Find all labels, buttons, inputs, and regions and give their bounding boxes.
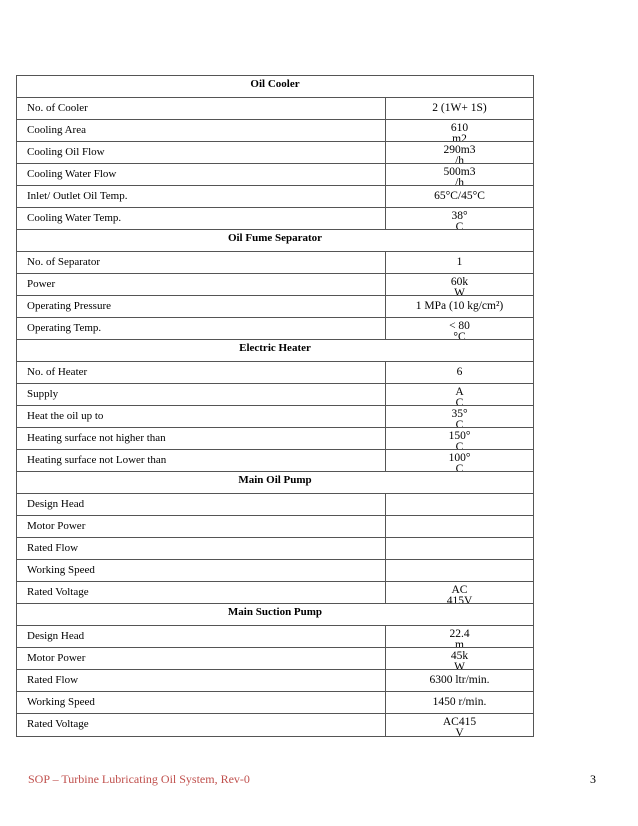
table-row (17, 648, 533, 670)
table-row (17, 538, 533, 560)
row-label: Cooling Area (17, 120, 386, 141)
section-title: Oil Fume Separator (227, 232, 323, 244)
row-label: Motor Power (17, 648, 386, 669)
table-row (17, 208, 533, 230)
row-label: Cooling Oil Flow (17, 142, 386, 163)
table-row (17, 516, 533, 538)
row-label: Heat the oil up to (17, 406, 386, 427)
row-value: 35° C (451, 408, 468, 427)
row-value (386, 538, 533, 559)
row-value: 1 MPa (10 kg/cm²) (415, 300, 504, 312)
section-title: Main Oil Pump (238, 474, 312, 486)
table-row (17, 692, 533, 714)
row-label: Rated Voltage (17, 582, 386, 603)
row-label: Cooling Water Flow (17, 164, 386, 185)
row-value: 150° C (448, 430, 471, 449)
row-label: Operating Pressure (17, 296, 386, 317)
table-row (17, 164, 533, 186)
table-row (17, 560, 533, 582)
row-label: Working Speed (17, 560, 386, 581)
row-label: Heating surface not higher than (17, 428, 386, 449)
row-label: No. of Separator (17, 252, 386, 273)
table-row (17, 362, 533, 384)
table-row (17, 274, 533, 296)
table-row (17, 714, 533, 736)
table-row (17, 670, 533, 692)
section-title: Oil Cooler (250, 78, 300, 90)
row-value: 6300 ltr/min. (429, 674, 490, 686)
row-label: Motor Power (17, 516, 386, 537)
table-row (17, 318, 533, 340)
row-value: AC 415V (446, 584, 473, 603)
table-row (17, 406, 533, 428)
row-value: 290m3 /h (443, 144, 476, 163)
table-row (17, 142, 533, 164)
page-footer (28, 772, 610, 787)
row-value (386, 516, 533, 537)
specification-table (16, 75, 534, 737)
table-row (17, 296, 533, 318)
section-header-oil-cooler (17, 76, 533, 98)
section-title: Main Suction Pump (227, 606, 323, 618)
table-row (17, 98, 533, 120)
row-value: 60k W (450, 276, 469, 295)
row-label: Inlet/ Outlet Oil Temp. (17, 186, 386, 207)
section-title: Electric Heater (239, 342, 311, 354)
table-row (17, 120, 533, 142)
row-value: 610 m2 (450, 122, 469, 141)
row-label: Rated Voltage (17, 714, 386, 736)
row-label: Working Speed (17, 692, 386, 713)
row-value: 1450 r/min. (432, 696, 487, 708)
row-label: Heating surface not Lower than (17, 450, 386, 471)
section-header-electric-heater (17, 340, 533, 362)
row-label: Power (17, 274, 386, 295)
table-row (17, 494, 533, 516)
page-number: 3 (590, 772, 596, 786)
row-label: No. of Cooler (17, 98, 386, 119)
table-row (17, 450, 533, 472)
section-header-main-suction-pump (17, 604, 533, 626)
row-value: 500m3 /h (443, 166, 476, 185)
section-header-main-oil-pump (17, 472, 533, 494)
table-row (17, 384, 533, 406)
table-row (17, 186, 533, 208)
row-value: AC415 V (442, 716, 477, 736)
row-label: Design Head (17, 494, 386, 515)
row-label: Rated Flow (17, 670, 386, 691)
row-value: 65°C/45°C (434, 190, 485, 202)
section-header-oil-fume-separator (17, 230, 533, 252)
row-value (386, 494, 533, 515)
row-value: 38° C (451, 210, 468, 229)
table-row (17, 626, 533, 648)
row-value: 6 (456, 366, 463, 378)
row-value: 100° C (448, 452, 471, 471)
footer-document-title: SOP – Turbine Lubricating Oil System, Rev-0 (28, 772, 250, 786)
row-label: Operating Temp. (17, 318, 386, 339)
row-value: 1 (456, 256, 463, 268)
row-value: A C (455, 386, 464, 405)
table-row (17, 428, 533, 450)
row-value: 45k W (450, 650, 469, 669)
row-value (386, 560, 533, 581)
row-label: Rated Flow (17, 538, 386, 559)
table-row (17, 582, 533, 604)
row-value: 2 (1W+ 1S) (432, 102, 487, 114)
row-value: 22.4 m (449, 628, 470, 647)
row-value: < 80 °C (449, 320, 470, 339)
table-row (17, 252, 533, 274)
row-label: Cooling Water Temp. (17, 208, 386, 229)
row-label: No. of Heater (17, 362, 386, 383)
row-label: Supply (17, 384, 386, 405)
row-label: Design Head (17, 626, 386, 647)
